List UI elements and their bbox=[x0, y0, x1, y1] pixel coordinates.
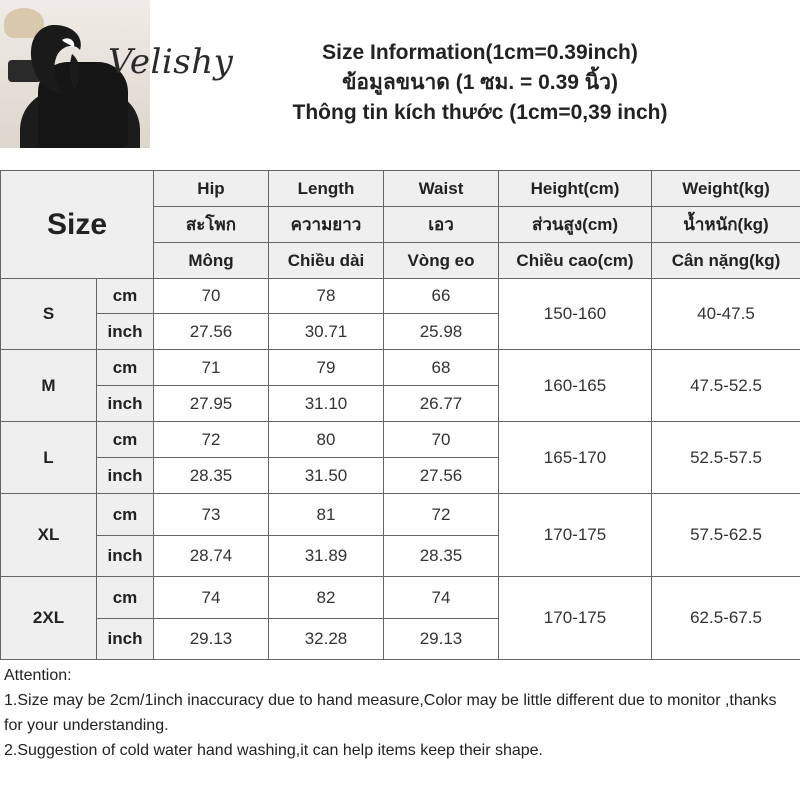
column-header: ส่วนสูง(cm) bbox=[499, 207, 652, 243]
size-header: Size bbox=[1, 171, 154, 279]
table-cell: 74 bbox=[384, 577, 499, 619]
table-cell: 25.98 bbox=[384, 314, 499, 350]
unit-label: cm bbox=[97, 422, 154, 458]
height-cell: 150-160 bbox=[499, 279, 652, 350]
column-header: Cân nặng(kg) bbox=[652, 243, 800, 279]
weight-cell: 52.5-57.5 bbox=[652, 422, 800, 494]
header-row bbox=[1, 171, 800, 207]
column-header: น้ำหนัก(kg) bbox=[652, 207, 800, 243]
column-header: Length bbox=[269, 171, 384, 207]
size-label: XL bbox=[1, 494, 97, 577]
size-label: M bbox=[1, 350, 97, 422]
table-cell: 29.13 bbox=[384, 619, 499, 660]
table-row bbox=[1, 577, 800, 619]
table-cell: 27.56 bbox=[384, 458, 499, 494]
table-cell: 72 bbox=[154, 422, 269, 458]
column-header: Hip bbox=[154, 171, 269, 207]
column-header: Mông bbox=[154, 243, 269, 279]
unit-label: inch bbox=[97, 386, 154, 422]
heading-vietnamese: Thông tin kích thước (1cm=0,39 inch) bbox=[292, 101, 668, 124]
table-cell: 72 bbox=[384, 494, 499, 536]
heading-english: Size Information(1cm=0.39inch) bbox=[322, 41, 638, 64]
unit-label: cm bbox=[97, 577, 154, 619]
brand-name: Velishy bbox=[108, 42, 234, 82]
attention-notes bbox=[4, 663, 796, 763]
column-header: Waist bbox=[384, 171, 499, 207]
table-cell: 27.95 bbox=[154, 386, 269, 422]
table-cell: 66 bbox=[384, 279, 499, 314]
table-cell: 30.71 bbox=[269, 314, 384, 350]
notes-title: Attention: bbox=[4, 667, 72, 684]
weight-cell: 62.5-67.5 bbox=[652, 577, 800, 660]
weight-cell: 40-47.5 bbox=[652, 279, 800, 350]
column-header: Chiều cao(cm) bbox=[499, 243, 652, 279]
table-row bbox=[1, 350, 800, 386]
weight-cell: 57.5-62.5 bbox=[652, 494, 800, 577]
table-cell: 28.35 bbox=[384, 536, 499, 577]
table-cell: 70 bbox=[154, 279, 269, 314]
height-cell: 170-175 bbox=[499, 494, 652, 577]
table-cell: 73 bbox=[154, 494, 269, 536]
table-cell: 32.28 bbox=[269, 619, 384, 660]
weight-cell: 47.5-52.5 bbox=[652, 350, 800, 422]
table-cell: 71 bbox=[154, 350, 269, 386]
table-cell: 80 bbox=[269, 422, 384, 458]
table-cell: 28.74 bbox=[154, 536, 269, 577]
column-header: Vòng eo bbox=[384, 243, 499, 279]
table-row bbox=[1, 422, 800, 458]
table-cell: 68 bbox=[384, 350, 499, 386]
table-cell: 70 bbox=[384, 422, 499, 458]
unit-label: cm bbox=[97, 350, 154, 386]
table-cell: 31.89 bbox=[269, 536, 384, 577]
table-row bbox=[1, 494, 800, 536]
column-header: Weight(kg) bbox=[652, 171, 800, 207]
note-item: 1.Size may be 2cm/1inch inaccuracy due to hand measure,Color may be little different due to monitor ,thanks for your understanding. bbox=[4, 692, 777, 734]
table-cell: 81 bbox=[269, 494, 384, 536]
table-cell: 31.50 bbox=[269, 458, 384, 494]
unit-label: cm bbox=[97, 279, 154, 314]
table-cell: 26.77 bbox=[384, 386, 499, 422]
height-cell: 165-170 bbox=[499, 422, 652, 494]
height-cell: 170-175 bbox=[499, 577, 652, 660]
table-cell: 82 bbox=[269, 577, 384, 619]
header bbox=[0, 0, 800, 170]
size-chart-table bbox=[0, 170, 800, 660]
size-label: L bbox=[1, 422, 97, 494]
column-header: Height(cm) bbox=[499, 171, 652, 207]
table-cell: 79 bbox=[269, 350, 384, 386]
unit-label: inch bbox=[97, 536, 154, 577]
table-cell: 78 bbox=[269, 279, 384, 314]
column-header: ความยาว bbox=[269, 207, 384, 243]
table-cell: 31.10 bbox=[269, 386, 384, 422]
table-cell: 74 bbox=[154, 577, 269, 619]
column-header: เอว bbox=[384, 207, 499, 243]
height-cell: 160-165 bbox=[499, 350, 652, 422]
column-header: Chiều dài bbox=[269, 243, 384, 279]
unit-label: inch bbox=[97, 619, 154, 660]
unit-label: inch bbox=[97, 458, 154, 494]
note-item: 2.Suggestion of cold water hand washing,it can help items keep their shape. bbox=[4, 742, 543, 759]
unit-label: inch bbox=[97, 314, 154, 350]
table-row bbox=[1, 279, 800, 314]
size-info-headings bbox=[230, 38, 730, 128]
table-cell: 29.13 bbox=[154, 619, 269, 660]
unit-label: cm bbox=[97, 494, 154, 536]
heading-thai: ข้อมูลขนาด (1 ซม. = 0.39 นิ้ว) bbox=[342, 71, 618, 94]
table-cell: 27.56 bbox=[154, 314, 269, 350]
column-header: สะโพก bbox=[154, 207, 269, 243]
size-label: 2XL bbox=[1, 577, 97, 660]
size-label: S bbox=[1, 279, 97, 350]
table-cell: 28.35 bbox=[154, 458, 269, 494]
